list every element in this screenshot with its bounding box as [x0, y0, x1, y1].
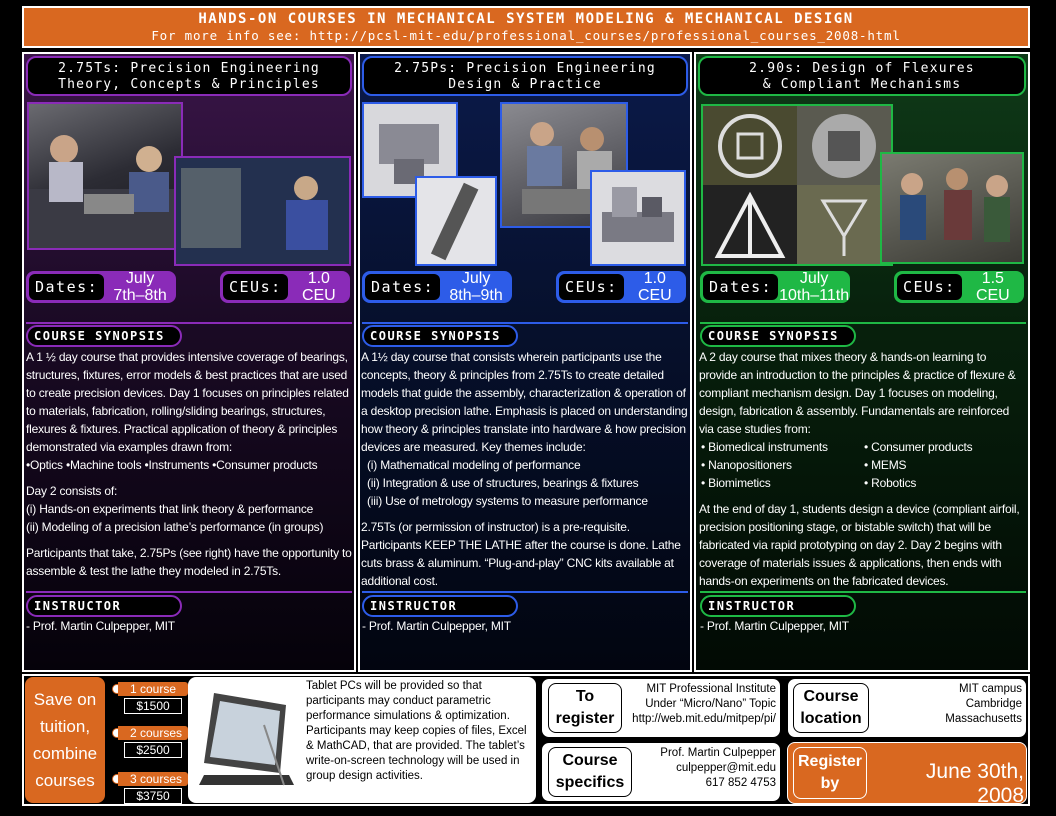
- ceus-value: 1.5 CEU: [975, 270, 1010, 304]
- course-photo-flexures: [701, 104, 893, 266]
- pricing-price: $3750: [124, 788, 182, 804]
- register-info-line: Under “Micro/Nano” Topic: [645, 698, 776, 710]
- ceus-pill-290s: [894, 271, 1024, 303]
- case-study-item: • Nanopositioners: [701, 458, 792, 472]
- register-info: [626, 682, 776, 727]
- course-title-275ts: [26, 56, 352, 96]
- register-box: [541, 678, 781, 738]
- ceus-pill-275ts: [220, 271, 350, 303]
- divider: [700, 322, 1026, 324]
- course-title-line2: & Compliant Mechanisms: [762, 77, 962, 92]
- case-study-item: • Robotics: [864, 476, 917, 490]
- dates-pill-275ts: [26, 271, 176, 303]
- synopsis-text-290s: A 2 day course that mixes theory & hands-on learning to provide an introduction to the principles & practice of flexure & compliant mechanism design. Day 1 focuses on modeling, design, fabrication & assembly. Fundamentals are reinforced via case studies from: • Biomedical instruments • Consumer products • Nanopositioners • MEMS • Biomimetics • Robotics At the end of day 1, students design a device (compliant airfoil, precision positioning stage, or bistable switch) that will be fabricated via rapid prototyping on day 2. Day 2 begins with coverage of materials issues & applications, then ends with hands-on experiments on the fabricated devices.: [699, 348, 1027, 590]
- contact-phone: 617 852 4753: [705, 777, 776, 789]
- course-photo-lab: [174, 156, 351, 266]
- synopsis-heading: COURSE SYNOPSIS: [26, 325, 182, 347]
- contact-info: [636, 746, 776, 791]
- ceus-label: CEUs:: [897, 274, 962, 300]
- course-title-line1: 2.90s: Design of Flexures: [749, 61, 975, 76]
- case-study-item: • Biomedical instruments: [701, 440, 828, 454]
- page-header: [22, 6, 1030, 48]
- pricing-price: $1500: [124, 698, 182, 714]
- tablet-description: Tablet PCs will be provided so that participants may conduct parametric performance simulations & optimization. Participants may keep copies of files, Excel & MathCAD, that are provided. The tablet’s write-on-screen technology will be used in group design activities.: [306, 680, 527, 782]
- pricing-item: [112, 720, 182, 764]
- ceus-value: 1.0 CEU: [301, 270, 336, 304]
- contact-name: Prof. Martin Culpepper: [660, 747, 776, 759]
- location-box: [787, 678, 1027, 738]
- dates-pill-275ps: [362, 271, 512, 303]
- page-title: HANDS-ON COURSES IN MECHANICAL SYSTEM MODELING & MECHANICAL DESIGN: [198, 11, 854, 27]
- dates-pill-290s: [700, 271, 850, 303]
- synopsis-text-275ps: A 1½ day course that consists wherein participants use the concepts, theory & principles from 2.75Ts to create detailed models that guide the assembly, characterization & operation of a desktop precision lathe. Emphasis is placed on understanding how theory & principles translate into hardware & how precision devices are measured. Key themes include: (i) Mathematical modeling of performance (ii) Integration & use of structures, bearings & fixtures (iii) Use of metrology systems to measure performance 2.75Ts (or permission of instructor) is a pre-requisite. Participants KEEP THE LATHE after the course is done. Lathe cuts brass & aluminum. “Plug-and-play” CNC kits available at additional cost.: [361, 350, 688, 588]
- register-by-box: [787, 742, 1027, 807]
- divider: [362, 322, 688, 324]
- dates-value: July 8th–9th: [449, 270, 503, 304]
- instructor-name: - Prof. Martin Culpepper, MIT: [700, 619, 849, 633]
- register-info-line: MIT Professional Institute: [646, 683, 776, 695]
- case-study-item: • Consumer products: [864, 440, 973, 454]
- ceus-pill-275ps: [556, 271, 686, 303]
- location-info: [902, 682, 1022, 727]
- divider: [26, 322, 352, 324]
- dates-label: Dates:: [703, 274, 778, 300]
- register-by-date: June 30th, 2008: [925, 760, 1024, 807]
- pricing-item: [112, 680, 182, 720]
- synopsis-heading: COURSE SYNOPSIS: [362, 325, 518, 347]
- dates-label: Dates:: [365, 274, 440, 300]
- dates-value: July 7th–8th: [113, 270, 167, 304]
- synopsis-heading: COURSE SYNOPSIS: [700, 325, 856, 347]
- course-title-line2: Design & Practice: [448, 77, 602, 92]
- course-photo-lathe: [590, 170, 686, 266]
- course-title-line2: Theory, Concepts & Principles: [58, 77, 320, 92]
- dates-value: July 10th–11th: [779, 270, 850, 304]
- case-study-list: [699, 438, 1027, 492]
- location-line: Cambridge: [965, 698, 1022, 710]
- ceus-label: CEUs:: [223, 274, 288, 300]
- register-url-link[interactable]: http://web.mit.edu/mitpep/pi/: [632, 713, 776, 725]
- location-line: MIT campus: [958, 683, 1022, 695]
- course-photo-group: [880, 152, 1024, 264]
- course-photo-workshop: [27, 102, 183, 250]
- divider: [700, 591, 1026, 593]
- tablet-info-box: [188, 677, 536, 803]
- pricing-label: 2 courses: [118, 726, 188, 740]
- course-title-line1: 2.75Ps: Precision Engineering: [394, 61, 656, 76]
- course-specifics-box: [541, 742, 781, 802]
- course-specifics-label: Course specifics: [548, 747, 632, 797]
- course-photo-spindle: [415, 176, 497, 266]
- pricing-list: [112, 680, 182, 804]
- instructor-heading: INSTRUCTOR: [700, 595, 856, 617]
- contact-email-link[interactable]: culpepper@mit.edu: [676, 762, 776, 774]
- pricing-label: 3 courses: [118, 772, 188, 786]
- to-register-label: To register: [548, 683, 622, 733]
- instructor-name: - Prof. Martin Culpepper, MIT: [362, 619, 511, 633]
- instructor-heading: INSTRUCTOR: [362, 595, 518, 617]
- divider: [362, 591, 688, 593]
- page-subtitle-link[interactable]: For more info see: http://pcsl-mit-edu/professional_courses/professional_courses_2008-html: [151, 28, 901, 43]
- instructor-name: - Prof. Martin Culpepper, MIT: [26, 619, 175, 633]
- tablet-pc-image: [194, 685, 298, 795]
- course-title-275ps: [362, 56, 688, 96]
- pricing-label: 1 course: [118, 682, 188, 696]
- course-location-label: Course location: [793, 683, 869, 733]
- synopsis-text-275ts: A 1 ½ day course that provides intensive coverage of bearings, structures, fixtures, error models & best practices that are used to create precision devices. Day 1 focuses on principles related to materials, fabrication, rolling/sliding bearings, structures, flexures & fixtures. Practical application of theory & principles demonstrated via examples drawn from: •Optics •Machine tools •Instruments •Consumer products Day 2 consists of: (i) Hands-on experiments that link theory & performance (ii) Modeling of a precision lathe’s performance (in groups) Participants that take, 2.75Ps (see right) have the opportunity to assemble & test the lathe they modeled in 2.75Ts.: [26, 350, 352, 578]
- case-study-item: • Biomimetics: [701, 476, 771, 490]
- location-line: Massachusetts: [945, 713, 1022, 725]
- course-title-line1: 2.75Ts: Precision Engineering: [58, 61, 320, 76]
- ceus-label: CEUs:: [559, 274, 624, 300]
- divider: [26, 591, 352, 593]
- dates-label: Dates:: [29, 274, 104, 300]
- pricing-item: [112, 764, 182, 804]
- pricing-price: $2500: [124, 742, 182, 758]
- course-title-290s: [698, 56, 1026, 96]
- instructor-heading: INSTRUCTOR: [26, 595, 182, 617]
- save-on-tuition-box: Save on tuition, combine courses: [25, 677, 105, 803]
- register-by-label: Register by: [793, 747, 867, 799]
- case-study-item: • MEMS: [864, 458, 907, 472]
- ceus-value: 1.0 CEU: [637, 270, 672, 304]
